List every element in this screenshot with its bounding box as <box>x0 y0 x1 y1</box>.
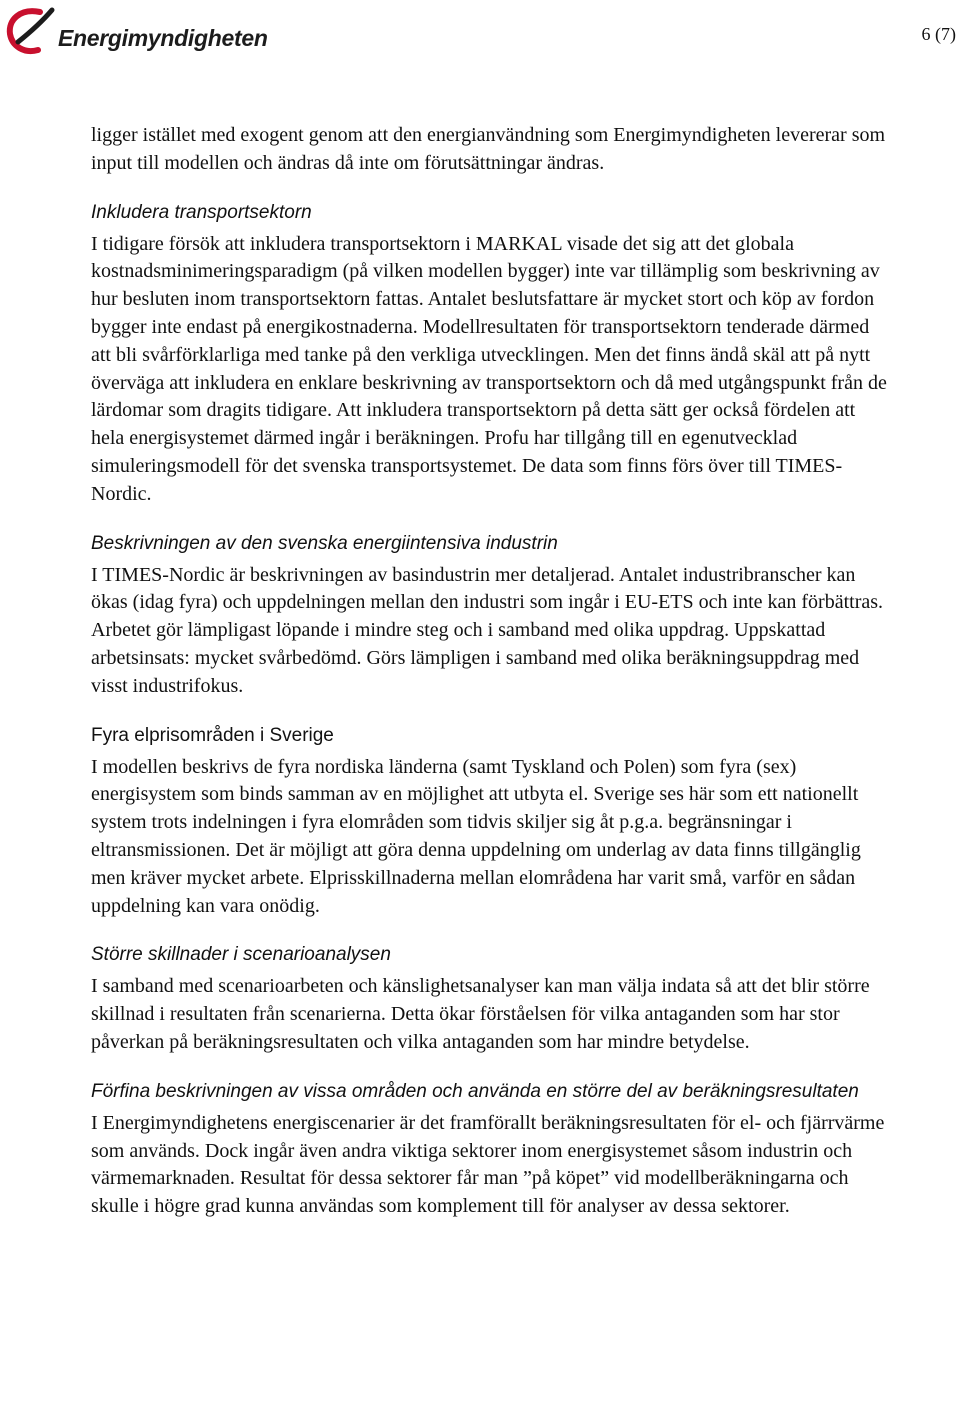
section-heading: Inkludera transportsektorn <box>91 201 312 223</box>
section-paragraph: I TIMES-Nordic är beskrivningen av basindustrin mer detaljerad. Antalet industribranscher kan ökas (idag fyra) och uppdelningen mellan den industri som ingår i EU-ETS och inte kan förbättras. Arbetet gör lämpligast löpande i mindre steg och i samband med olika uppdrag. Uppskattad arbetsinsats: mycket svårbedömd. Görs lämpligen i samband med olika beräkningsuppdrag med visst industrifokus. <box>91 563 884 697</box>
document-body <box>91 122 891 1221</box>
section-scenario-analysis <box>91 942 891 1056</box>
section-price-areas <box>91 723 891 921</box>
section-refine-results <box>91 1079 891 1221</box>
section-paragraph: I tidigare försök att inkludera transportsektorn i MARKAL visade det sig att det globala kostnadsminimeringsparadigm (på vilken modellen bygger) inte var tillämplig som beskrivning av hur besluten inom transportsektorn fattas. Antalet beslutsfattare är mycket stort och köp av fordon bygger inte endast på energikostnaderna. Modellresultaten för transportsektorn tenderade därmed att bli svårförklarliga med tanke på den verkliga utvecklingen. Men det finns ändå skäl att på nytt överväga att inkludera en enklare beskrivning av transportsektorn och då med utgångspunkt från de lärdomar som dragits tidigare. Att inkludera transportsektorn på detta sätt ger också fördelen att hela energisystemet därmed ingår i beräkningen. Profu har tillgång till en egenutvecklad simuleringsmodell för det svenska transportsystemet. De data som finns förs över till TIMES-Nordic. <box>91 232 887 505</box>
section-heading: Förfina beskrivningen av vissa områden och använda en större del av beräkningsresultaten <box>91 1080 859 1102</box>
section-heading: Fyra elprisområden i Sverige <box>91 724 334 746</box>
page-number: 6 (7) <box>921 24 956 44</box>
intro-paragraph: ligger istället med exogent genom att den energianvändning som Energimyndigheten levererar som input till modellen och ändras då inte om förutsättningar ändras. <box>91 124 886 174</box>
section-transport <box>91 200 891 509</box>
section-heading: Större skillnader i scenarioanalysen <box>91 944 391 966</box>
section-paragraph: I samband med scenarioarbeten och känslighetsanalyser kan man välja indata så att det blir större skillnad i resultaten från scenarierna. Detta ökar förståelsen för vilka antaganden som har stor påverkan på beräkningsresultaten och vilka antaganden som har mindre betydelse. <box>91 975 870 1053</box>
section-paragraph: I modellen beskrivs de fyra nordiska länderna (samt Tyskland och Polen) som fyra (sex) energisystem som binds samman av en möjlighet att utbyta el. Sverige ses här som ett nationellt system trots indelningen i fyra elområden som tidvis skiljer sig åt p.g.a. begränsningar i eltransmissionen. Det är möjligt att göra denna uppdelning om underlag av data finns tillgänglig men kräver mycket arbete. Elprisskillnaderna mellan elområdena har varit små, varför en sådan uppdelning kan vara onödig. <box>91 755 861 917</box>
section-heading: Beskrivningen av den svenska energiintensiva industrin <box>91 532 558 554</box>
page-header <box>0 0 960 80</box>
energimyndigheten-logo <box>6 4 268 60</box>
brand-name: Energimyndigheten <box>58 24 268 51</box>
section-industry <box>91 531 891 701</box>
swoosh-logo-icon <box>6 4 56 60</box>
section-paragraph: I Energimyndighetens energiscenarier är det framförallt beräkningsresultaten för el- och fjärrvärme som används. Dock ingår även andra viktiga sektorer inom energisystemet såsom industrin och värmemarknaden. Resultat för dessa sektorer får man ”på köpet” vid modellberäkningarna och skulle i högre grad kunna användas som komplement till för analyser av dessa sektorer. <box>91 1111 885 1218</box>
